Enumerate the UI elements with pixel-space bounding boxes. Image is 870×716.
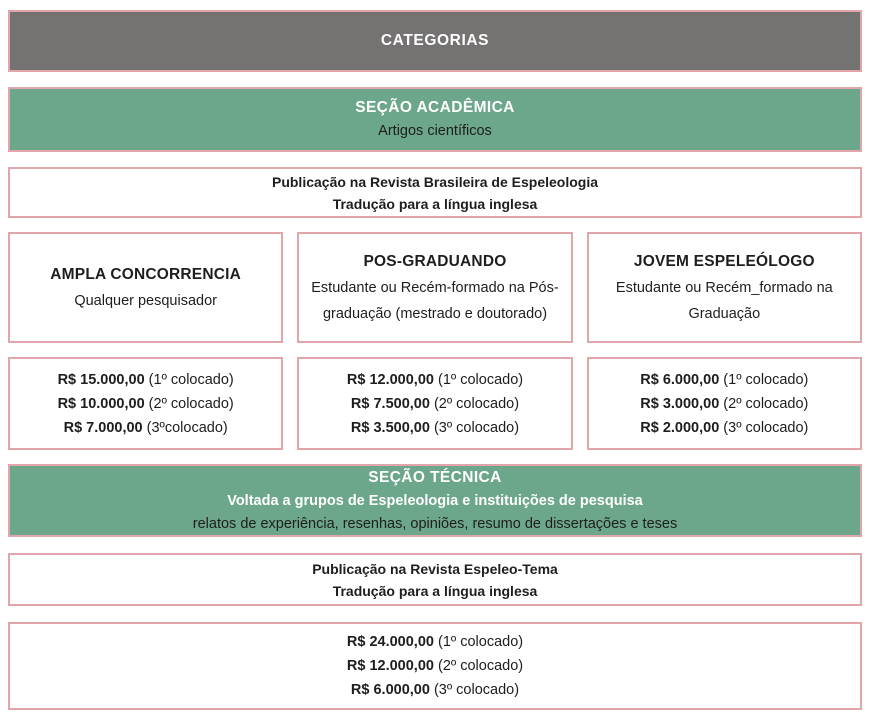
prize-amount: R$ 3.500,00: [350, 419, 430, 436]
prize-amount: R$ 6.000,00: [640, 371, 720, 388]
prize-place: (1º colocado): [148, 371, 234, 388]
technical-publication-line: Tradução para a língua inglesa: [332, 582, 538, 599]
category-title: JOVEM ESPELEÓLOGO: [633, 253, 815, 270]
prize-line: [347, 368, 523, 392]
prize-amount: R$ 12.000,00: [346, 658, 434, 674]
prize-place: (2º colocado): [438, 658, 524, 674]
prize-line: [64, 416, 228, 440]
prize-line: [351, 678, 519, 702]
prize-amount: R$ 7.000,00: [63, 419, 143, 436]
prize-box-jovem-espeleologo: [587, 357, 862, 450]
prize-box-ampla-concorrencia: [8, 357, 283, 450]
prize-box-pos-graduando: [297, 357, 572, 450]
category-title: AMPLA CONCORRENCIA: [50, 266, 242, 283]
prize-line: [351, 416, 519, 440]
prize-place: (2º colocado): [433, 395, 520, 412]
academic-section-title: SEÇÃO ACADÊMICA: [355, 99, 515, 116]
technical-section-subtitle: Voltada a grupos de Espeleologia e instituições de pesquisa: [227, 493, 643, 509]
academic-section-header: [8, 87, 862, 152]
header-bar: [8, 10, 862, 72]
prize-line: [640, 392, 808, 416]
prize-line: [58, 392, 234, 416]
academic-section-subtitle: Artigos científicos: [378, 123, 492, 139]
category-box-ampla-concorrencia: [8, 232, 283, 343]
prize-place: (3º colocado): [433, 419, 520, 436]
prize-line: [58, 368, 234, 392]
technical-section-description: relatos de experiência, resenhas, opiniões, resumo de dissertações e teses: [192, 516, 678, 532]
prize-line: [347, 654, 523, 678]
prize-amount: R$ 12.000,00: [346, 371, 434, 388]
category-row: [8, 232, 862, 343]
category-box-pos-graduando: [297, 232, 572, 343]
prize-line: [347, 630, 523, 654]
prize-place: (1º colocado): [723, 371, 809, 388]
prize-place: (3º colocado): [433, 682, 520, 698]
category-title: POS-GRADUANDO: [363, 253, 507, 270]
prize-place: (2º colocado): [148, 395, 234, 412]
prize-line: [640, 416, 808, 440]
prize-amount: R$ 10.000,00: [57, 395, 145, 412]
academic-publication-line: Tradução para a língua inglesa: [332, 195, 538, 212]
prize-place: (3ºcolocado): [146, 419, 228, 436]
prize-place: (1º colocado): [438, 634, 524, 650]
prize-amount: R$ 3.000,00: [640, 395, 720, 412]
prize-place: (1º colocado): [438, 371, 524, 388]
category-description: Estudante ou Recém_formado na Graduação: [615, 280, 833, 322]
category-description: Estudante ou Recém-formado na Pós-graduação (mestrado e doutorado): [311, 280, 559, 322]
technical-section-title: SEÇÃO TÉCNICA: [368, 469, 502, 486]
prize-amount: R$ 2.000,00: [640, 419, 720, 436]
prize-place: (2º colocado): [723, 395, 809, 412]
technical-section-header: [8, 464, 862, 537]
prize-row: [8, 357, 862, 450]
prize-amount: R$ 24.000,00: [346, 634, 434, 650]
page-title: CATEGORIAS: [380, 32, 490, 49]
category-box-jovem-espeleologo: [587, 232, 862, 343]
prize-amount: R$ 7.500,00: [350, 395, 430, 412]
prize-place: (3º colocado): [723, 419, 809, 436]
academic-publication-line: Publicação na Revista Brasileira de Espeleologia: [271, 173, 599, 190]
technical-publication-box: [8, 553, 862, 606]
technical-publication-line: Publicação na Revista Espeleo-Tema: [312, 560, 558, 577]
prize-amount: R$ 15.000,00: [57, 371, 145, 388]
prize-line: [351, 392, 519, 416]
prize-amount: R$ 6.000,00: [350, 682, 430, 698]
technical-prize-box: [8, 622, 862, 710]
prize-line: [640, 368, 808, 392]
academic-publication-box: [8, 167, 862, 218]
category-description: Qualquer pesquisador: [74, 293, 217, 309]
